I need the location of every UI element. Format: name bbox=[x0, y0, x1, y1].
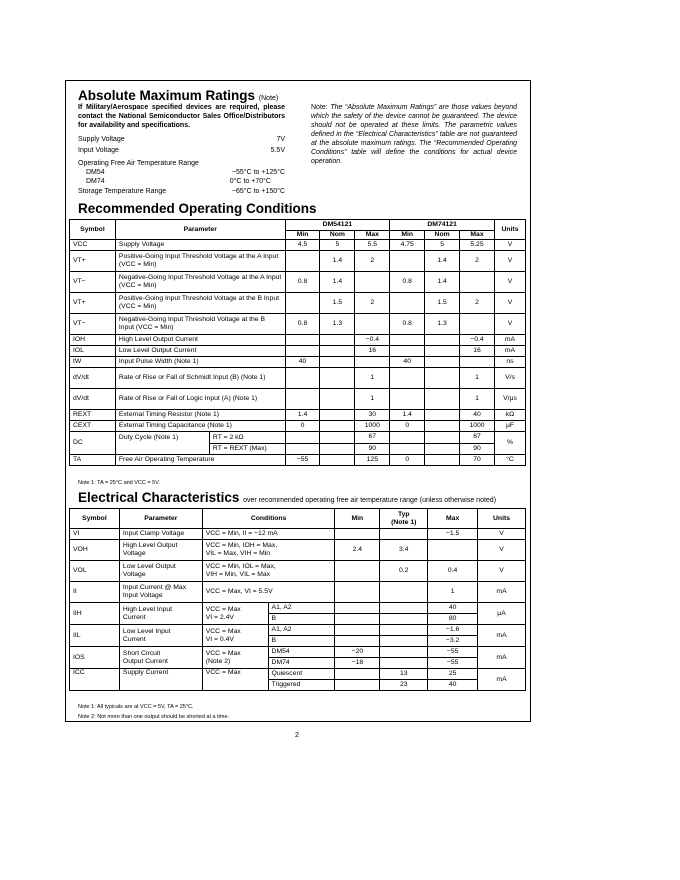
roc-title: Recommended Operating Conditions bbox=[78, 201, 317, 216]
roc-row: tW Input Pulse Width (Note 1) 40 40 ns bbox=[70, 357, 526, 368]
ec-note-1: Note 1: All typicals are at VCC = 5V, TA = 25°C. bbox=[78, 704, 194, 710]
roc-row: VT− Negative-Going Input Threshold Voltage at the B Input (VCC = Min) 0.8 1.3 0.8 1.3 V bbox=[70, 314, 526, 335]
ec-row-ios: IOS Short Circuit Output Current VCC = Max (Note 2) DM54 −20 −55 mA bbox=[70, 647, 526, 658]
roc-row: IOL Low Level Output Current 16 16 mA bbox=[70, 346, 526, 357]
roc-row: VT+ Positive-Going Input Threshold Voltage at the A Input (VCC = Min) 1.4 2 1.4 2 V bbox=[70, 251, 526, 272]
ec-row-vi: VI Input Clamp Voltage VCC = Min, II = −12 mA −1.5 V bbox=[70, 529, 526, 540]
roc-row: IOH High Level Output Current −0.4 −0.4 mA bbox=[70, 335, 526, 346]
amr-title: Absolute Maximum Ratings (Note) bbox=[78, 88, 279, 103]
ec-row-ii: II Input Current @ Max Input Voltage VCC = Max, VI = 5.5V 1 mA bbox=[70, 582, 526, 603]
roc-row: TA Free Air Operating Temperature −55 125 0 70 °C bbox=[70, 455, 526, 466]
roc-row: dV/dt Rate of Rise or Fall of Logic Input (A) (Note 1) 1 1 V/µs bbox=[70, 389, 526, 410]
roc-row-dc: DC Duty Cycle (Note 1) RT = 2 kΩ RT = REXT (Max) 67 67 % bbox=[70, 432, 526, 444]
ec-row-vol: VOL Low Level Output Voltage VCC = Min, IOL = Max, VIH = Min, VIL = Max 0.2 0.4 V bbox=[70, 561, 526, 582]
ec-row-icc: ICC Supply Current VCC = Max Quiescent 13 25 mA bbox=[70, 669, 526, 680]
amr-note: Note: The “Absolute Maximum Ratings” are those values beyond which the safety of the device cannot be guaranteed. The device should not be operated at these limits. The parametric values defined in the “Electrical Characteristics” table are not guaranteed at the absolute maximum ratings. The “Recommended Operating Conditions” table will define the conditions for actual device operation. bbox=[311, 104, 517, 165]
roc-row: VT− Negative-Going Input Threshold Voltage at the A Input (VCC = Min) 0.8 1.4 0.8 1.4 V bbox=[70, 272, 526, 293]
ec-title: Electrical Characteristics over recommended operating free air temperature range (unless otherwise noted) bbox=[78, 490, 497, 505]
ec-row-voh: VOH High Level Output Voltage VCC = Min, IOH = Max, VIL = Max, VIH = Min 2.4 3.4 V bbox=[70, 540, 526, 561]
roc-row: REXT External Timing Resistor (Note 1) 1.4 30 1.4 40 kΩ bbox=[70, 410, 526, 421]
page-number: 2 bbox=[295, 732, 299, 739]
amr-list: Supply Voltage 7V Input Voltage 5.5V Operating Free Air Temperature Range DM54 −55°C to +125°C DM74 0°C to +70°C Storage Temperature Range −65°C to +150°C bbox=[78, 136, 285, 195]
ec-row-iih: IIH High Level Input Current VCC = Max VI = 2.4V A1, A2 40 µA bbox=[70, 603, 526, 614]
ec-row-iil: IIL Low Level Input Current VCC = Max VI = 0.4V A1, A2 −1.6 mA bbox=[70, 625, 526, 636]
amr-military-notice: If Military/Aerospace specified devices are required, please contact the National Semiconductor Sales Office/Distributors for availability and specifications. bbox=[78, 104, 285, 129]
roc-row: dV/dt Rate of Rise or Fall of Schmidt Input (B) (Note 1) 1 1 V/s bbox=[70, 368, 526, 389]
roc-note: Note 1: TA = 25°C and VCC = 5V. bbox=[78, 480, 160, 486]
roc-row: VCC Supply Voltage 4.5 5 5.5 4.75 5 5.25 V bbox=[70, 240, 526, 251]
ec-table: Symbol Parameter Conditions Min Typ (Note 1) Max Units VI Input Clamp Voltage VCC = Min, II = −12 mA −1.5 V VOH High Level Output Voltage VCC = Min, IOH = Max, VIL = Max, VIH = Min 2.4 3.4 V VOL Low Level Output Voltage VCC = Min, IOL = Max, VIH = Min, VIL = Max 0.2 0.4 V II Input Current @ Max Input Voltage VCC = Max, VI = 5.5V 1 mA IIH High Level Input Current VCC = Max VI = 2.4V A1, A2 40 µA B 80 IIL Low Level Input Current VCC = Max VI = 0.4V A1, A2 −1.6 mA B −3.2 IOS Short Circuit Output Current VCC = Max (Note 2) DM54 −20 −55 mA DM74 −18 −55 ICC Supply Current VCC = Max Quiescent 13 25 mA Triggered 23 40 bbox=[69, 508, 526, 691]
ec-note-2: Note 2: Not more than one output should be shorted at a time. bbox=[78, 714, 230, 720]
roc-row: CEXT External Timing Capacitance (Note 1) 0 1000 0 1000 µF bbox=[70, 421, 526, 432]
roc-table: Symbol Parameter DM54121 DM74121 Units Min Nom Max Min Nom Max VCC Supply Voltage 4.5 5 5.5 4.75 5 5.25 V VT+ Positive-Going Input Threshold Voltage at the A Input (VCC = Min) 1.4 2 1.4 2 V VT− Negative-Going Input Threshold Voltage at the A Input (VCC = Min) 0.8 1.4 0.8 1.4 V VT+ Positive-Going Input Threshold Voltage at the B Input (VCC = Min) 1.5 2 1.5 2 V VT− Negative-Going Input Threshold Voltage at the B Input (VCC = Min) 0.8 1.3 0.8 1.3 V IOH High Level Output Current −0.4 −0.4 mA IOL Low Level Output Current 16 16 mA tW Input Pulse Width (Note 1) 40 40 ns dV/dt Rate of Rise or Fall of Schmidt Input (B) (Note 1) 1 1 V/s dV/dt Rate of Rise or Fall of Logic Input (A) (Note 1) 1 1 V/µs REXT External Timing Resistor (Note 1) 1.4 30 1.4 40 kΩ CEXT External Timing Capacitance (Note 1) 0 1000 0 1000 µF DC Duty Cycle (Note 1) RT = 2 kΩ RT = REXT (Max) 67 67 % 90 90 TA Free Air Operating Temperature −55 125 0 70 °C bbox=[69, 219, 526, 466]
roc-row: VT+ Positive-Going Input Threshold Voltage at the B Input (VCC = Min) 1.5 2 1.5 2 V bbox=[70, 293, 526, 314]
